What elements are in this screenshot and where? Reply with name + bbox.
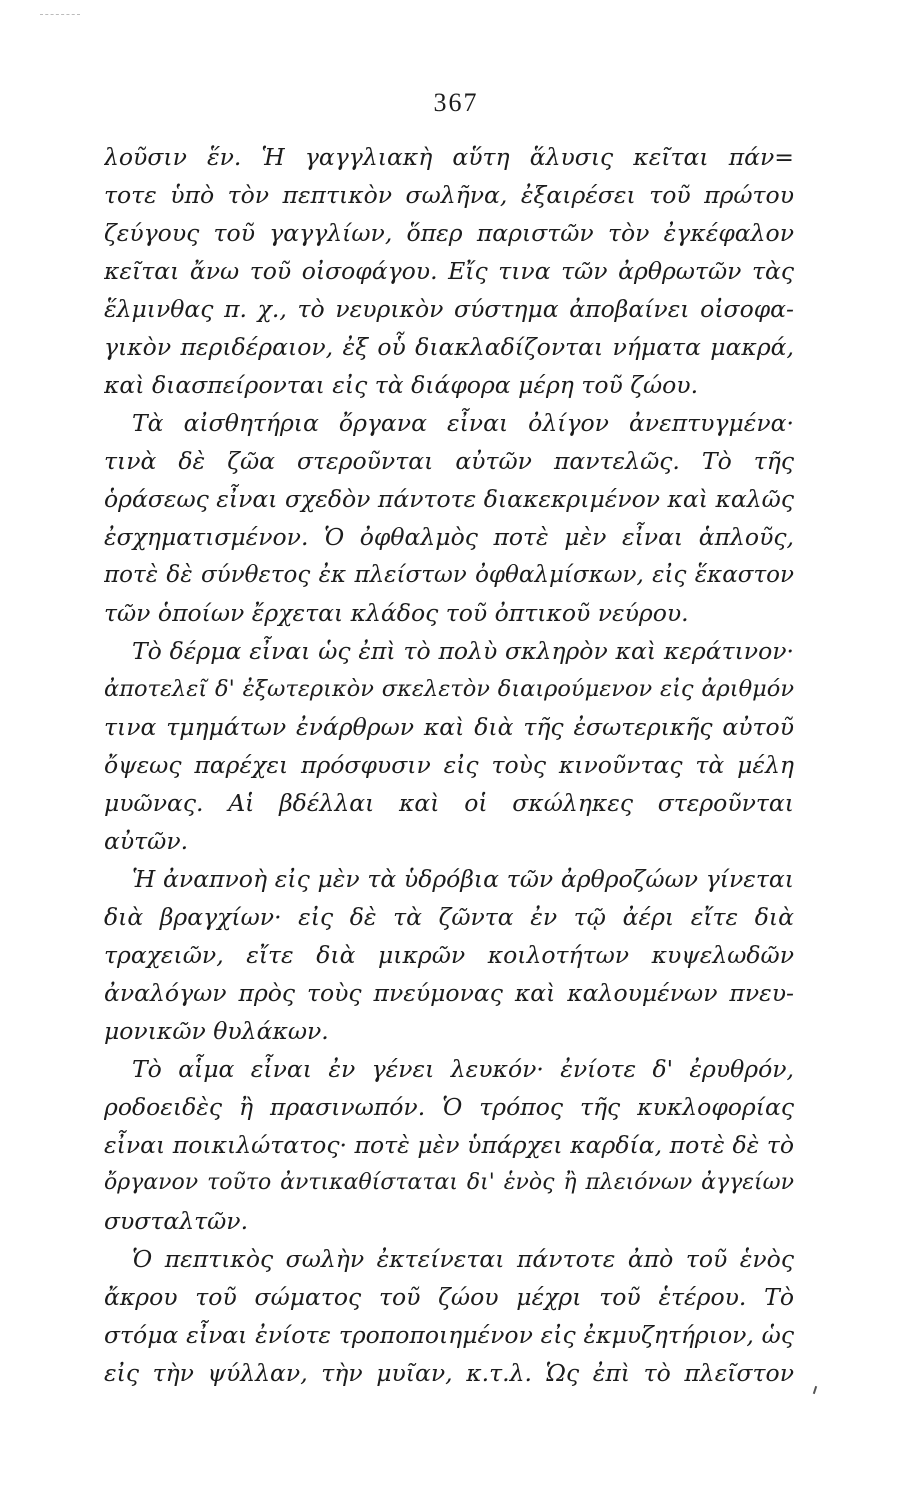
text-line: ροδοειδὲς ἢ πρασινωπόν. Ὁ τρόπος τῆς κυκλοφορίας — [104, 1093, 794, 1121]
text-line: τῶν ὁποίων ἔρχεται κλάδος τοῦ ὀπτικοῦ νεύρου. — [104, 599, 689, 627]
text-line: εἶναι ποικιλώτατος· ποτὲ μὲν ὑπάρχει καρδία, ποτὲ δὲ τὸ — [104, 1131, 794, 1159]
text-line: ὁράσεως εἶναι σχεδὸν πάντοτε διακεκριμένον καὶ καλῶς — [104, 485, 794, 513]
page-number: 367 — [433, 88, 479, 117]
text-line: γικὸν περιδέραιον, ἐξ οὗ διακλαδίζονται νήματα μακρά, — [104, 333, 794, 361]
body-text — [104, 138, 794, 1392]
text-line: κεῖται ἄνω τοῦ οἰσοφάγου. Εἴς τινα τῶν ἀρθρωτῶν τὰς — [104, 257, 794, 285]
text-line: ἕλμινθας π. χ., τὸ νευρικὸν σύστημα ἀποβαίνει οἰσοφα- — [104, 295, 794, 323]
text-line: τινὰ δὲ ζῶα στεροῦνται αὐτῶν παντελῶς. Τὸ τῆς — [104, 447, 794, 475]
text-line: Τὸ αἷμα εἶναι ἐν γένει λευκόν· ἐνίοτε δ' ἐρυθρόν, — [132, 1055, 794, 1083]
text-line: ἀναλόγων πρὸς τοὺς πνεύμονας καὶ καλουμένων πνευ- — [104, 979, 794, 1007]
text-line: ὄψεως παρέχει πρόσφυσιν εἰς τοὺς κινοῦντας τὰ μέλη — [104, 751, 794, 779]
ink-speck — [813, 1386, 817, 1394]
text-line: τοτε ὑπὸ τὸν πεπτικὸν σωλῆνα, ἐξαιρέσει τοῦ πρώτου — [104, 181, 794, 209]
text-line: Ὁ πεπτικὸς σωλὴν ἐκτείνεται πάντοτε ἀπὸ τοῦ ἑνὸς — [132, 1245, 794, 1273]
text-line: ποτὲ δὲ σύνθετος ἐκ πλείστων ὀφθαλμίσκων, εἰς ἕκαστον — [104, 562, 794, 588]
text-line: τινα τμημάτων ἐνάρθρων καὶ διὰ τῆς ἐσωτερικῆς αὐτοῦ — [104, 713, 794, 741]
text-line: συσταλτῶν. — [104, 1207, 249, 1235]
text-line: Τὰ αἰσθητήρια ὄργανα εἶναι ὀλίγον ἀνεπτυγμένα· — [132, 409, 794, 437]
text-line: Ἡ ἀναπνοὴ εἰς μὲν τὰ ὑδρόβια τῶν ἀρθροζώων γίνεται — [132, 865, 794, 893]
text-line: αὐτῶν. — [104, 827, 189, 855]
text-line: Τὸ δέρμα εἶναι ὡς ἐπὶ τὸ πολὺ σκληρὸν καὶ κεράτινον· — [132, 637, 794, 665]
text-line: ἄκρου τοῦ σώματος τοῦ ζώου μέχρι τοῦ ἑτέρου. Τὸ — [104, 1283, 794, 1311]
text-line: ζεύγους τοῦ γαγγλίων, ὅπερ παριστῶν τὸν ἐγκέφαλον — [104, 219, 794, 247]
text-line: ἐσχηματισμένον. Ὁ ὀφθαλμὸς ποτὲ μὲν εἶναι ἁπλοῦς, — [104, 523, 794, 551]
text-line: τραχειῶν, εἴτε διὰ μικρῶν κοιλοτήτων κυψελωδῶν — [104, 941, 794, 969]
text-line: ὄργανον τοῦτο ἀντικαθίσταται δι' ἑνὸς ἢ πλειόνων ἀγγείων — [104, 1170, 794, 1195]
text-line: στόμα εἶναι ἐνίοτε τροποποιημένον εἰς ἐκμυζητήριον, ὡς — [104, 1321, 794, 1349]
text-line: καὶ διασπείρονται εἰς τὰ διάφορα μέρη τοῦ ζώου. — [104, 371, 699, 399]
scan-mark — [40, 14, 80, 16]
text-line: λοῦσιν ἕν. Ἡ γαγγλιακὴ αὕτη ἅλυσις κεῖται πάν= — [104, 143, 794, 171]
text-line: μονικῶν θυλάκων. — [104, 1017, 329, 1045]
text-line: ἀποτελεῖ δ' ἐξωτερικὸν σκελετὸν διαιρούμενον εἰς ἀριθμόν — [104, 676, 794, 702]
text-line: διὰ βραγχίων· εἰς δὲ τὰ ζῶντα ἐν τῷ ἀέρι εἴτε διὰ — [104, 903, 794, 931]
text-line: μυῶνας. Αἱ βδέλλαι καὶ οἱ σκώληκες στεροῦνται — [104, 789, 794, 817]
text-line: εἰς τὴν ψύλλαν, τὴν μυῖαν, κ.τ.λ. Ὡς ἐπὶ τὸ πλεῖστον — [104, 1359, 794, 1387]
